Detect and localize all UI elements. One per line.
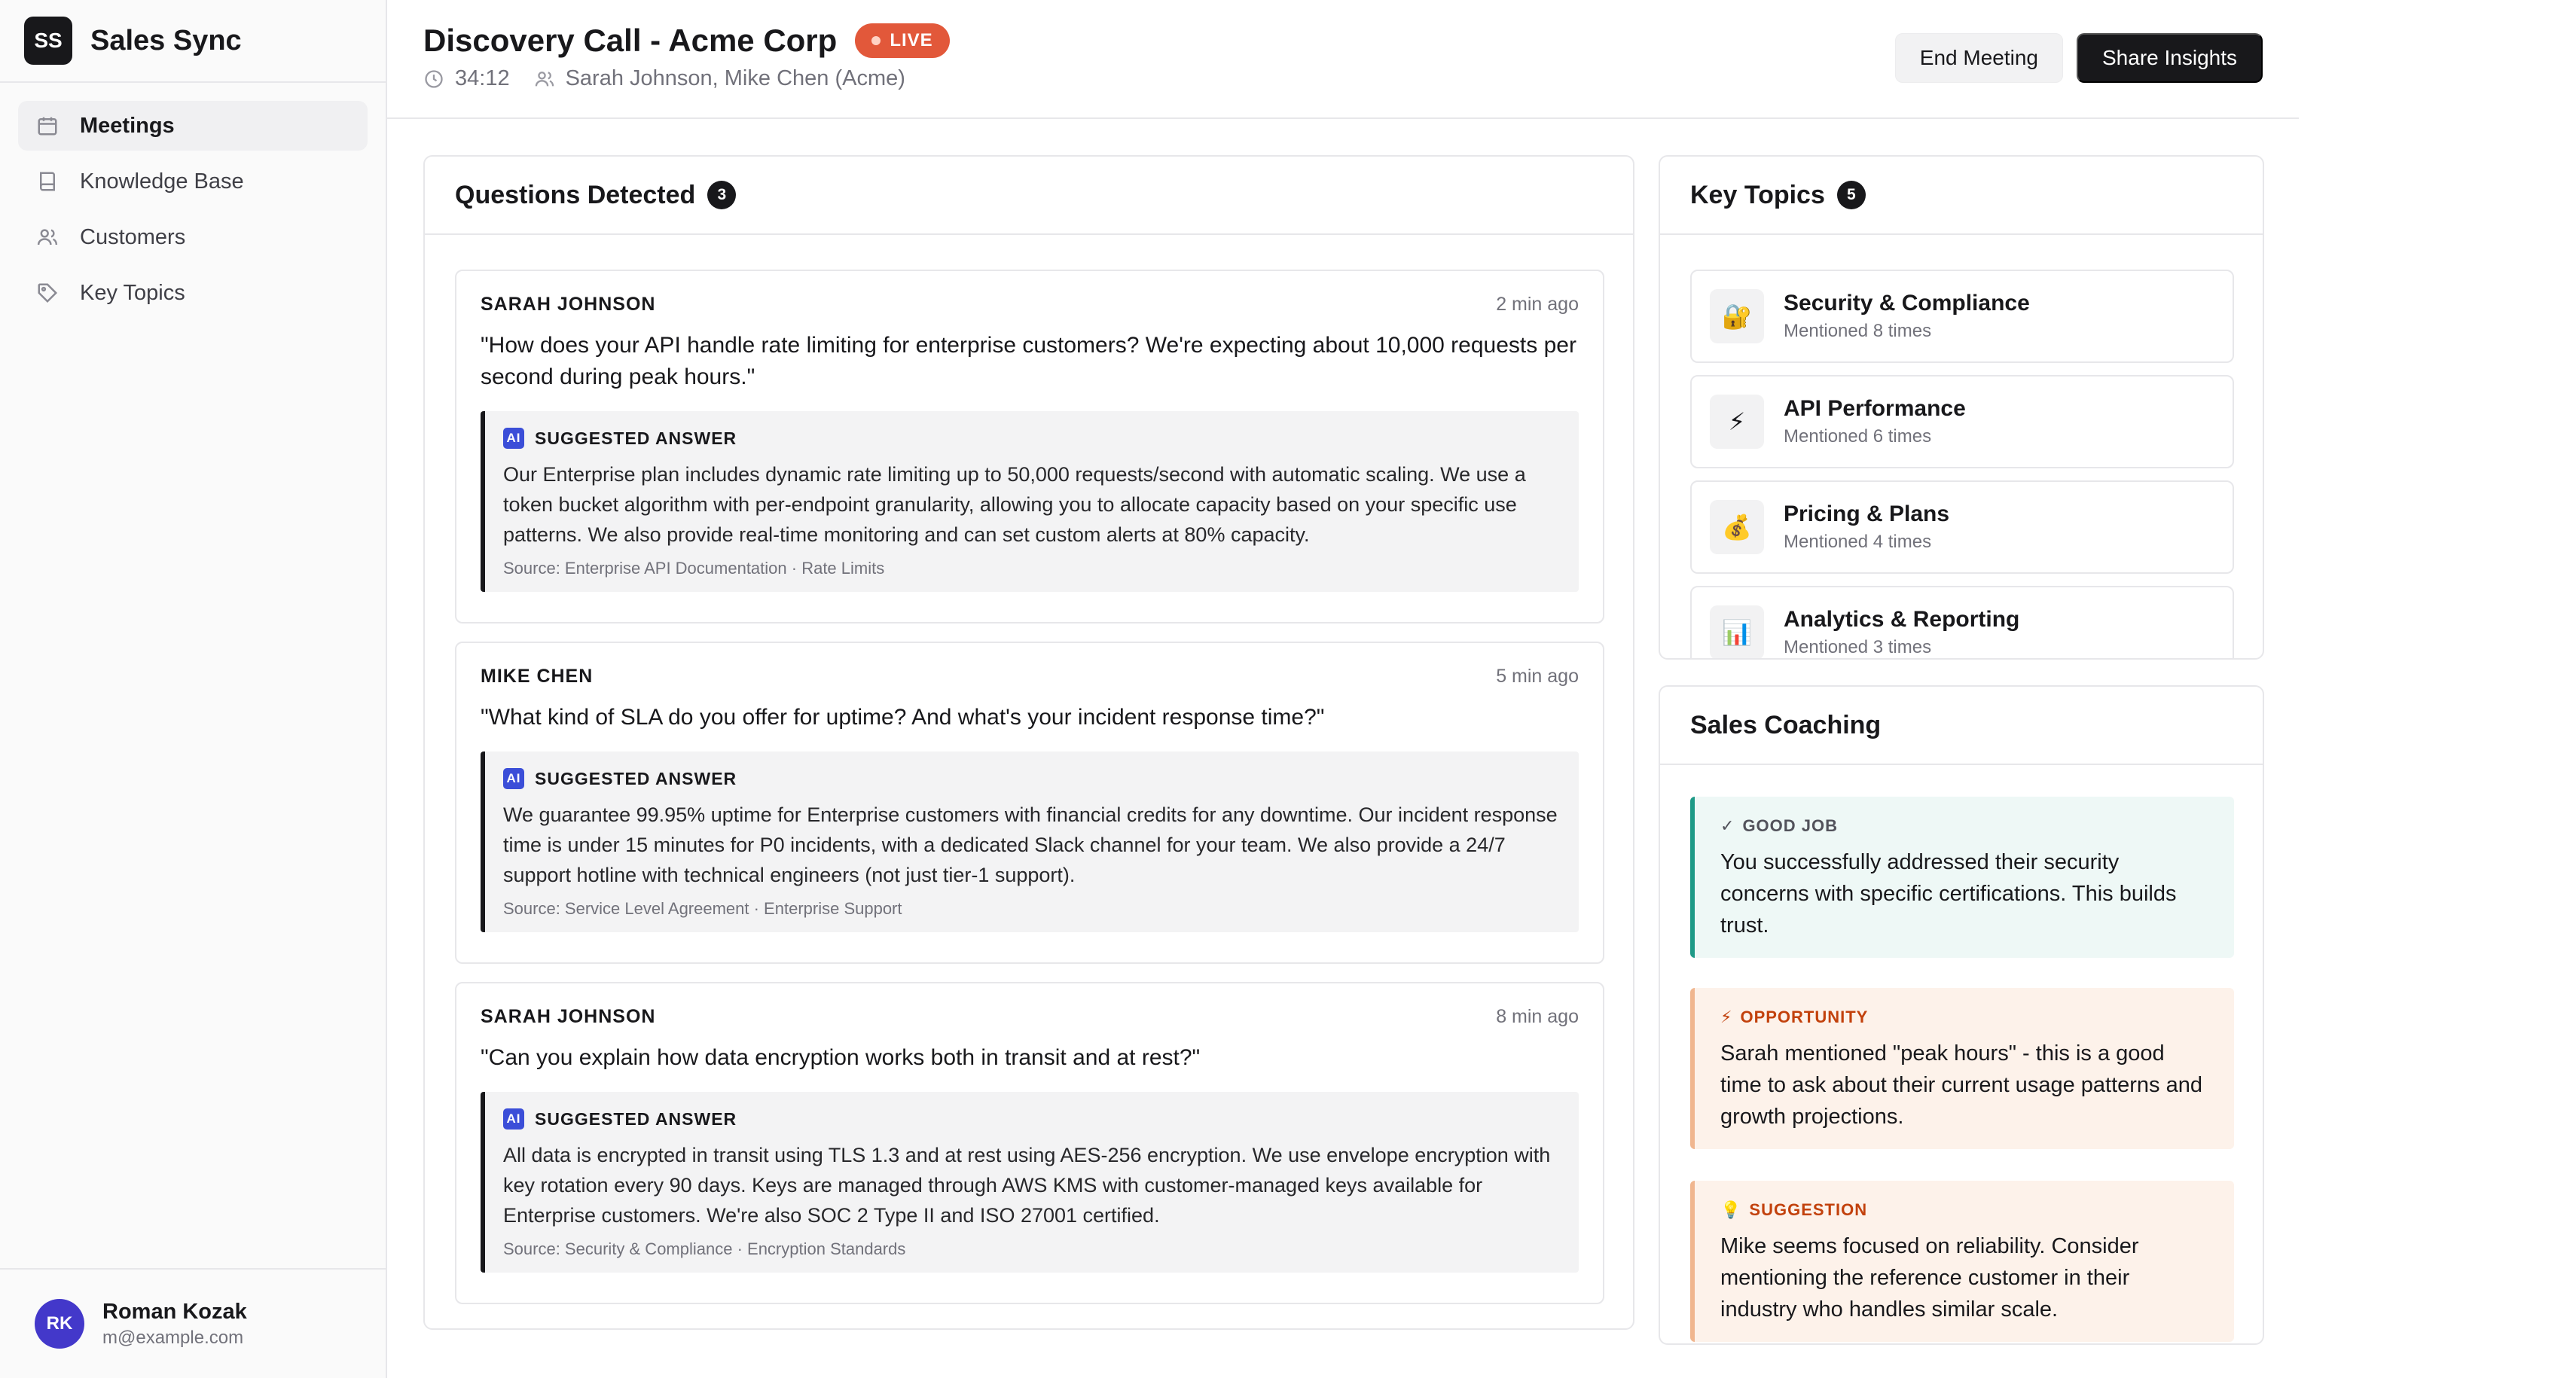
key-topics-count-badge: 5: [1837, 181, 1866, 209]
ai-icon: AI: [503, 768, 524, 789]
live-label: LIVE: [890, 30, 933, 50]
key-topics-header: [1660, 157, 2263, 235]
tip-header: [1720, 1008, 2208, 1027]
coaching-tip-suggestion: [1690, 1181, 2234, 1342]
question-text: "What kind of SLA do you offer for uptime? And what's your incident response time?": [481, 705, 1325, 730]
bar-chart-icon: 📊: [1710, 605, 1764, 660]
check-icon: ✓: [1720, 816, 1735, 835]
question-card: [455, 982, 1604, 1304]
questions-count-badge: 3: [707, 181, 736, 209]
meeting-header: [387, 0, 2299, 119]
topic-name: Analytics & Reporting: [1784, 607, 2020, 632]
question-time: 2 min ago: [1496, 294, 1579, 315]
topic-item-pricing[interactable]: [1690, 480, 2234, 574]
meeting-meta: [423, 66, 905, 91]
ai-icon: AI: [503, 1108, 524, 1130]
lightning-icon: ⚡: [1710, 395, 1764, 449]
suggested-answer-header: [503, 768, 1561, 789]
topic-item-api-performance[interactable]: [1690, 375, 2234, 468]
header-actions: [1895, 33, 2263, 83]
suggested-answer-text: All data is encrypted in transit using TLS 1.3 and at rest using AES-256 encryption. We use envelope encryption with key rotation every 90 days. Keys are managed through AWS KMS with customer-managed keys available for Enterprise customers. We're also SOC 2 Type II and ISO 27001 certified.: [503, 1144, 1551, 1227]
topic-mentions: Mentioned 6 times: [1784, 426, 1932, 447]
tip-label: GOOD JOB: [1742, 816, 1839, 835]
sidebar-nav: [18, 101, 368, 324]
tip-text: Sarah mentioned "peak hours" - this is a good time to ask about their current usage patterns and growth projections.: [1720, 1041, 2202, 1129]
suggested-answer-label: SUGGESTED ANSWER: [535, 768, 737, 788]
tag-icon: [36, 282, 59, 304]
topic-item-analytics[interactable]: [1690, 586, 2234, 660]
sidebar-item-meetings[interactable]: [18, 101, 368, 151]
duration-text: 34:12: [455, 66, 510, 90]
topic-mentions: Mentioned 4 times: [1784, 532, 1932, 552]
participants-text: Sarah Johnson, Mike Chen (Acme): [565, 66, 905, 90]
lightbulb-icon: 💡: [1720, 1200, 1742, 1219]
answer-source: Source: Security & Compliance · Encryption Standards: [503, 1239, 906, 1258]
sales-coaching-title: Sales Coaching: [1690, 710, 1882, 739]
question-time: 5 min ago: [1496, 666, 1579, 687]
questions-title: Questions Detected: [455, 180, 696, 209]
meeting-participants: [534, 66, 905, 91]
question-speaker: SARAH JOHNSON: [481, 294, 656, 315]
sidebar-item-customers[interactable]: [18, 212, 368, 262]
questions-panel: [423, 155, 1634, 1330]
book-icon: [36, 170, 59, 193]
suggested-answer-text: Our Enterprise plan includes dynamic rate limiting up to 50,000 requests/second with automatic scaling. We use a token bucket algorithm with per-endpoint granularity, allowing you to allocate capacity based on your specific use patterns. We also provide real-time monitoring and can set custom alerts at 80% capacity.: [503, 463, 1526, 546]
coaching-tip-good-job: [1690, 797, 2234, 958]
answer-source: Source: Enterprise API Documentation · Rate Limits: [503, 559, 885, 578]
tip-text: Mike seems focused on reliability. Consider mentioning the reference customer in their industry who handles similar scale.: [1720, 1234, 2139, 1322]
users-icon: [36, 226, 59, 248]
question-speaker: SARAH JOHNSON: [481, 1006, 656, 1027]
questions-panel-header: [425, 157, 1633, 235]
suggested-answer-label: SUGGESTED ANSWER: [535, 428, 737, 448]
sidebar-item-key-topics[interactable]: [18, 268, 368, 318]
brand-name: Sales Sync: [90, 24, 242, 56]
suggested-answer-text: We guarantee 99.95% uptime for Enterprise customers with financial credits for any downtime. Our incident response time is under 15 minutes for P0 incidents, with a dedicated Slack channel for your team. We also provide a 24/7 support hotline with technical engineers (not just tier-1 support).: [503, 803, 1558, 886]
topic-item-security[interactable]: [1690, 270, 2234, 363]
page-title: Discovery Call - Acme Corp: [423, 23, 838, 58]
answer-source: Source: Service Level Agreement · Enterprise Support: [503, 899, 902, 918]
sales-coaching-header: [1660, 687, 2263, 765]
sidebar-item-knowledge-base[interactable]: [18, 157, 368, 206]
tip-label: OPPORTUNITY: [1740, 1008, 1869, 1026]
coaching-tip-opportunity: [1690, 988, 2234, 1149]
users-icon: [534, 69, 555, 90]
tip-header: [1720, 1200, 2208, 1220]
sidebar-item-label: Knowledge Base: [80, 169, 244, 194]
topic-info: [1784, 291, 2030, 342]
topic-info: [1784, 502, 1949, 553]
suggested-answer-label: SUGGESTED ANSWER: [535, 1108, 737, 1129]
question-meta: [481, 1006, 1579, 1028]
question-card: [455, 642, 1604, 964]
key-topics-panel: [1659, 155, 2264, 660]
avatar: RK: [35, 1299, 84, 1349]
question-meta: [481, 294, 1579, 316]
suggested-answer: [481, 411, 1579, 592]
topic-name: Security & Compliance: [1784, 291, 2030, 316]
clock-icon: [423, 69, 444, 90]
sales-coaching-panel: [1659, 685, 2264, 1345]
lock-icon: 🔐: [1710, 289, 1764, 343]
user-name: Roman Kozak: [102, 1299, 247, 1324]
key-topics-title: Key Topics: [1690, 180, 1825, 209]
ai-icon: AI: [503, 428, 524, 449]
brand: [0, 0, 386, 83]
sidebar-item-label: Key Topics: [80, 280, 185, 305]
topic-mentions: Mentioned 8 times: [1784, 321, 1932, 341]
sidebar: [0, 0, 387, 1378]
topic-info: [1784, 396, 1966, 447]
question-speaker: MIKE CHEN: [481, 666, 594, 687]
topic-name: Pricing & Plans: [1784, 502, 1950, 526]
sidebar-item-label: Customers: [80, 224, 186, 249]
meeting-duration: [423, 66, 510, 91]
tip-label: SUGGESTION: [1749, 1200, 1868, 1219]
user-profile[interactable]: [0, 1268, 386, 1378]
question-time: 8 min ago: [1496, 1006, 1579, 1027]
topic-info: [1784, 607, 2019, 658]
live-dot-icon: [871, 36, 881, 45]
tip-header: [1720, 816, 2208, 836]
suggested-answer-header: [503, 428, 1561, 449]
lightning-icon: ⚡: [1720, 1008, 1733, 1026]
calendar-icon: [36, 114, 59, 137]
question-text: "How does your API handle rate limiting for enterprise customers? We're expecting about 10,000 requests per second during peak hours.": [481, 333, 1576, 389]
topic-name: API Performance: [1784, 396, 1966, 421]
live-badge: [855, 23, 949, 58]
tip-text: You successfully addressed their security concerns with specific certifications. This builds trust.: [1720, 850, 2177, 937]
user-email: m@example.com: [102, 1327, 244, 1348]
money-bag-icon: 💰: [1710, 500, 1764, 554]
suggested-answer: [481, 1092, 1579, 1273]
user-info: [102, 1300, 247, 1349]
suggested-answer: [481, 751, 1579, 932]
question-card: [455, 270, 1604, 623]
question-meta: [481, 666, 1579, 687]
end-meeting-button[interactable]: End Meeting: [1895, 33, 2063, 83]
share-insights-button[interactable]: Share Insights: [2077, 33, 2263, 83]
suggested-answer-header: [503, 1108, 1561, 1130]
topic-mentions: Mentioned 3 times: [1784, 637, 1932, 657]
title-row: [423, 23, 950, 59]
sidebar-item-label: Meetings: [80, 113, 175, 138]
topic-list: [1690, 270, 2234, 660]
brand-logo: SS: [24, 17, 72, 65]
question-text: "Can you explain how data encryption works both in transit and at rest?": [481, 1045, 1201, 1070]
